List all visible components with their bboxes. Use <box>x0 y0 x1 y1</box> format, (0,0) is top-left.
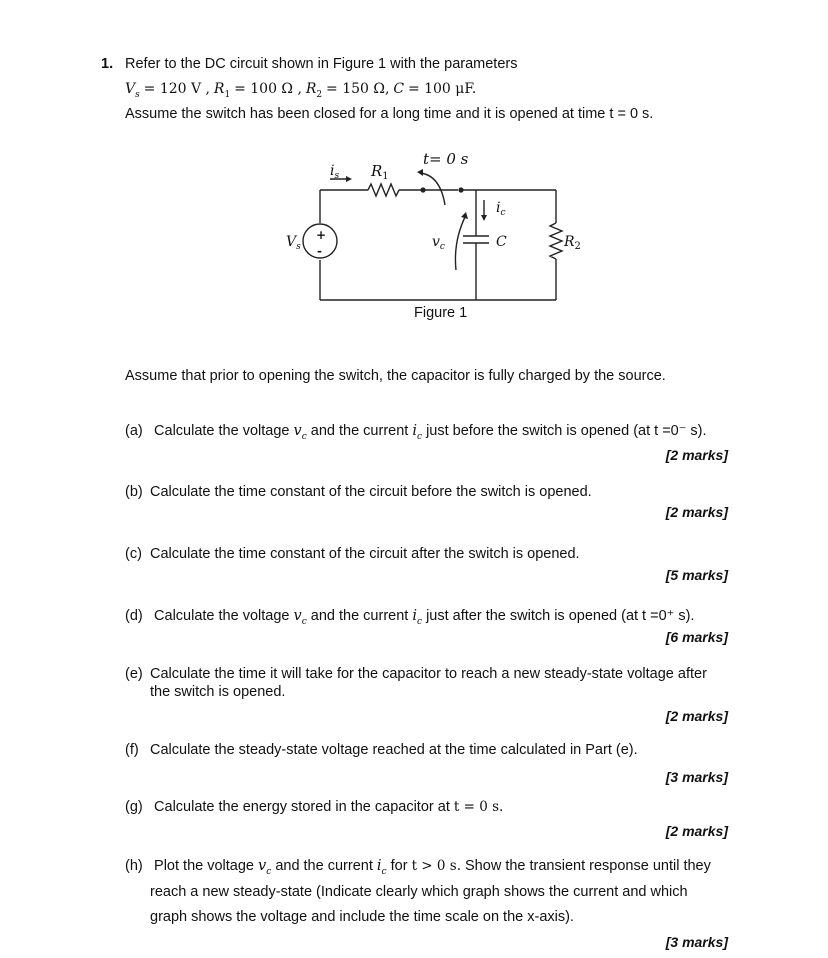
marks-c: [5 marks] <box>665 567 728 583</box>
r1-resistor <box>368 184 399 196</box>
part-f: (f) Calculate the steady-state voltage reached at the time calculated in Part (e). <box>125 742 638 758</box>
plus-sign: + <box>316 228 327 242</box>
vc-label: $v_c$ <box>432 234 445 252</box>
question-intro: Refer to the DC circuit shown in Figure 1 with the parameters <box>125 56 518 72</box>
figure-caption: Figure 1 <box>414 305 468 321</box>
is-label: $i_s$ <box>330 163 340 181</box>
ic-arrowhead <box>481 215 487 221</box>
part-g: (g) Calculate the energy stored in the capacitor at t = 0 s. <box>125 799 504 815</box>
vc-arrowhead <box>461 212 468 219</box>
r2-resistor <box>550 223 562 259</box>
r1-label: $R_1$ <box>371 162 389 182</box>
prior-text: Assume that prior to opening the switch, the capacitor is fully charged by the source. <box>125 368 666 384</box>
ic-label: $i_c$ <box>496 200 506 218</box>
is-arrowhead <box>346 176 352 182</box>
part-h: (h) Plot the voltage $v_c$ and the current $i_c$ for t > 0 s. Show the transient response until they <box>125 858 711 877</box>
marks-f: [3 marks] <box>665 769 728 785</box>
circuit-diagram <box>270 145 610 330</box>
vs-label: $V_s$ <box>286 234 301 252</box>
part-e-line2: the switch is opened. <box>150 684 286 700</box>
part-b: (b) Calculate the time constant of the circuit before the switch is opened. <box>125 484 592 500</box>
question-number: 1. <box>101 56 114 72</box>
marks-b: [2 marks] <box>665 504 728 520</box>
r2-label: $R_2$ <box>564 234 581 252</box>
marks-g: [2 marks] <box>665 823 728 839</box>
part-h-line2: reach a new steady-state (Indicate clearly which graph shows the current and which <box>150 884 688 900</box>
switch-node <box>458 187 463 192</box>
marks-a: [2 marks] <box>665 447 728 463</box>
switch-arrowhead <box>417 169 423 176</box>
parameters-line: $V_s = 120$ V , $R_1 = 100$ Ω , $R_2 = 150$ Ω, C = 100 μF. <box>125 81 477 100</box>
switch-node <box>420 187 425 192</box>
part-d: (d) Calculate the voltage $v_c$ and the current $i_c$ just after the switch is opened (at t =0⁺ s). <box>125 608 695 627</box>
part-e: (e) Calculate the time it will take for the capacitor to reach a new steady-state voltage after <box>125 666 707 682</box>
part-h-line3: graph shows the voltage and include the time scale on the x-axis). <box>150 909 574 925</box>
c-label: C <box>496 234 507 250</box>
switch-label: t= 0 s <box>423 150 469 168</box>
marks-e: [2 marks] <box>665 708 728 724</box>
part-c: (c) Calculate the time constant of the circuit after the switch is opened. <box>125 546 580 562</box>
part-a: (a) Calculate the voltage $v_c$ and the current $i_c$ just before the switch is opened (at t =0⁻ s). <box>125 423 707 442</box>
marks-h: [3 marks] <box>665 934 728 950</box>
assume-line: Assume the switch has been closed for a long time and it is opened at time t = 0 s. <box>125 106 654 122</box>
marks-d: [6 marks] <box>665 629 728 645</box>
minus-sign: - <box>317 244 322 258</box>
